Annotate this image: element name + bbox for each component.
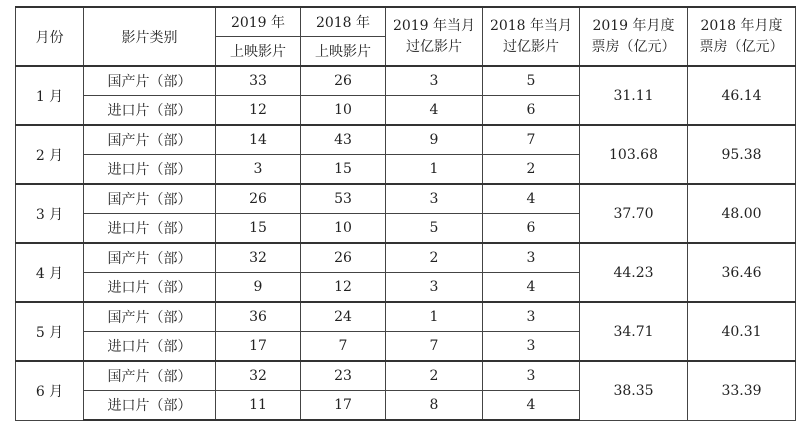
- blockbusters-2019-cell: 4: [386, 96, 483, 126]
- box-office-2018-cell: 48.00: [688, 184, 796, 243]
- blockbusters-2019-cell: 1: [386, 302, 483, 332]
- header-2019-box-office-line2: 票房（亿元）: [591, 38, 676, 55]
- category-cell: 进口片（部）: [84, 391, 216, 421]
- blockbusters-2019-cell: 1: [386, 155, 483, 185]
- blockbusters-2018-cell: 4: [483, 273, 580, 303]
- box-office-2019-cell: 34.71: [580, 302, 688, 361]
- releases-2019-cell: 33: [216, 66, 301, 96]
- header-2019-blockbusters-line2: 过亿影片: [406, 38, 462, 55]
- releases-2018-cell: 53: [301, 184, 386, 214]
- box-office-2018-cell: 46.14: [688, 66, 796, 125]
- category-cell: 国产片（部）: [84, 243, 216, 273]
- blockbusters-2019-cell: 2: [386, 361, 483, 391]
- header-2019-releases-bottom: 上映影片: [216, 37, 301, 67]
- category-cell: 进口片（部）: [84, 214, 216, 244]
- blockbusters-2018-cell: 2: [483, 155, 580, 185]
- category-cell: 进口片（部）: [84, 96, 216, 126]
- releases-2018-cell: 12: [301, 273, 386, 303]
- box-office-2019-cell: 103.68: [580, 125, 688, 184]
- releases-2018-cell: 43: [301, 125, 386, 155]
- header-2018-box-office-line2: 票房（亿元）: [699, 38, 784, 55]
- box-office-2018-cell: 95.38: [688, 125, 796, 184]
- blockbusters-2019-cell: 3: [386, 184, 483, 214]
- category-cell: 进口片（部）: [84, 273, 216, 303]
- releases-2019-cell: 17: [216, 332, 301, 362]
- month-cell: 3 月: [16, 184, 84, 243]
- blockbusters-2019-cell: 3: [386, 273, 483, 303]
- header-2018-blockbusters-line1: 2018 年当月: [489, 17, 573, 34]
- table-header: [16, 7, 796, 66]
- box-office-2018-cell: 40.31: [688, 302, 796, 361]
- releases-2018-cell: 26: [301, 66, 386, 96]
- blockbusters-2018-cell: 4: [483, 391, 580, 421]
- table-row: [16, 302, 796, 332]
- box-office-2019-cell: 37.70: [580, 184, 688, 243]
- releases-2019-cell: 11: [216, 391, 301, 421]
- box-office-2019-cell: 31.11: [580, 66, 688, 125]
- box-office-2018-cell: 36.46: [688, 243, 796, 302]
- category-cell: 进口片（部）: [84, 155, 216, 185]
- blockbusters-2018-cell: 6: [483, 96, 580, 126]
- box-office-2019-cell: 38.35: [580, 361, 688, 420]
- category-cell: 国产片（部）: [84, 361, 216, 391]
- releases-2019-cell: 15: [216, 214, 301, 244]
- header-2019-blockbusters-line1: 2019 年当月: [392, 17, 476, 34]
- header-2018-box-office-line1: 2018 年月度: [700, 17, 783, 34]
- table-wrapper: [15, 6, 796, 421]
- releases-2018-cell: 10: [301, 214, 386, 244]
- header-2019-blockbusters: [386, 7, 483, 66]
- header-2019-releases-top: 2019 年: [216, 7, 301, 37]
- releases-2018-cell: 26: [301, 243, 386, 273]
- month-cell: 2 月: [16, 125, 84, 184]
- blockbusters-2018-cell: 3: [483, 361, 580, 391]
- releases-2018-cell: 15: [301, 155, 386, 185]
- blockbusters-2019-cell: 2: [386, 243, 483, 273]
- month-cell: 4 月: [16, 243, 84, 302]
- month-cell: 1 月: [16, 66, 84, 125]
- table-body: [16, 66, 796, 420]
- box-office-2018-cell: 33.39: [688, 361, 796, 420]
- releases-2018-cell: 10: [301, 96, 386, 126]
- blockbusters-2018-cell: 3: [483, 302, 580, 332]
- releases-2018-cell: 17: [301, 391, 386, 421]
- table-row: [16, 243, 796, 273]
- month-cell: 5 月: [16, 302, 84, 361]
- releases-2019-cell: 12: [216, 96, 301, 126]
- category-cell: 进口片（部）: [84, 332, 216, 362]
- blockbusters-2018-cell: 5: [483, 66, 580, 96]
- blockbusters-2019-cell: 8: [386, 391, 483, 421]
- header-2018-box-office: [688, 7, 796, 66]
- blockbusters-2018-cell: 6: [483, 214, 580, 244]
- blockbusters-2018-cell: 7: [483, 125, 580, 155]
- header-2018-releases-top: 2018 年: [301, 7, 386, 37]
- releases-2019-cell: 3: [216, 155, 301, 185]
- releases-2018-cell: 23: [301, 361, 386, 391]
- header-category: 影片类别: [84, 7, 216, 66]
- category-cell: 国产片（部）: [84, 302, 216, 332]
- header-month: 月份: [16, 7, 84, 66]
- month-cell: 6 月: [16, 361, 84, 420]
- header-2018-blockbusters-line2: 过亿影片: [503, 38, 559, 55]
- header-2018-releases-bottom: 上映影片: [301, 37, 386, 67]
- header-2019-box-office: [580, 7, 688, 66]
- table-row: [16, 125, 796, 155]
- blockbusters-2018-cell: 3: [483, 332, 580, 362]
- releases-2019-cell: 26: [216, 184, 301, 214]
- table-row: [16, 361, 796, 391]
- box-office-2019-cell: 44.23: [580, 243, 688, 302]
- category-cell: 国产片（部）: [84, 184, 216, 214]
- releases-2018-cell: 7: [301, 332, 386, 362]
- releases-2019-cell: 9: [216, 273, 301, 303]
- blockbusters-2019-cell: 5: [386, 214, 483, 244]
- category-cell: 国产片（部）: [84, 66, 216, 96]
- blockbusters-2018-cell: 4: [483, 184, 580, 214]
- releases-2018-cell: 24: [301, 302, 386, 332]
- releases-2019-cell: 32: [216, 243, 301, 273]
- releases-2019-cell: 36: [216, 302, 301, 332]
- blockbusters-2019-cell: 7: [386, 332, 483, 362]
- blockbusters-2019-cell: 9: [386, 125, 483, 155]
- blockbusters-2018-cell: 3: [483, 243, 580, 273]
- releases-2019-cell: 32: [216, 361, 301, 391]
- header-2018-blockbusters: [483, 7, 580, 66]
- category-cell: 国产片（部）: [84, 125, 216, 155]
- box-office-table: [15, 6, 796, 421]
- releases-2019-cell: 14: [216, 125, 301, 155]
- table-row: [16, 66, 796, 96]
- blockbusters-2019-cell: 3: [386, 66, 483, 96]
- table-row: [16, 184, 796, 214]
- header-2019-box-office-line1: 2019 年月度: [592, 17, 675, 34]
